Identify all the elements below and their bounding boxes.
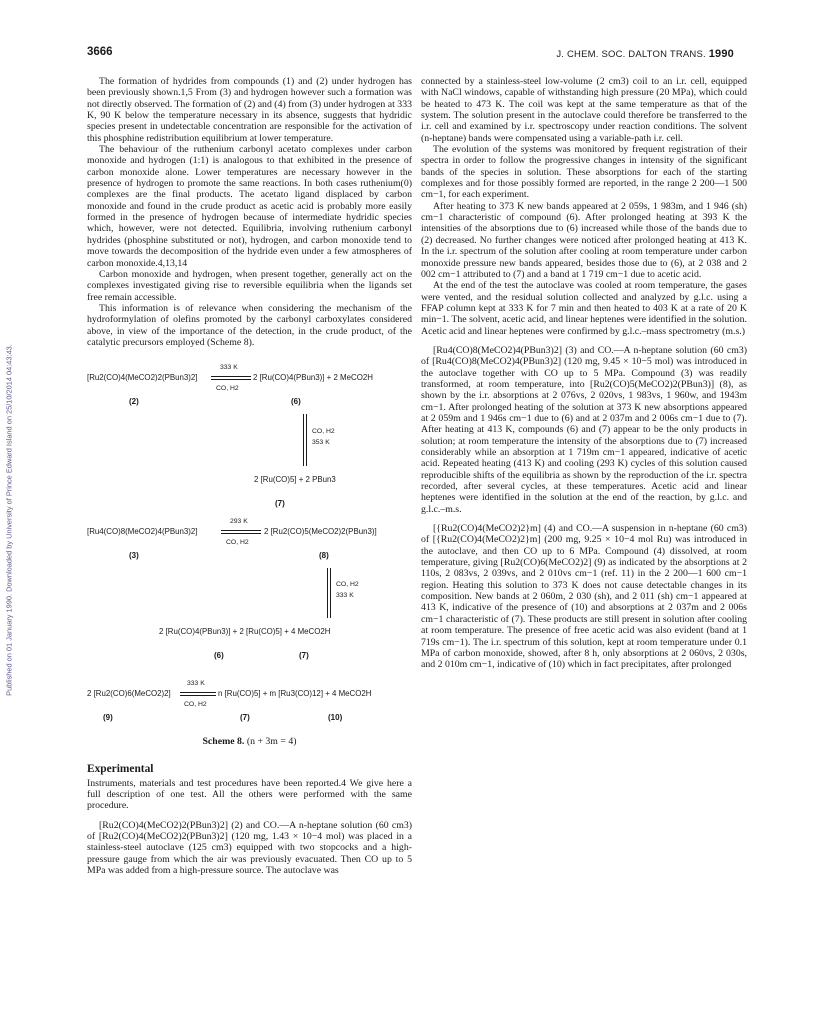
paragraph: Carbon monoxide and hydrogen, when present together, generally act on the complexes investigated giving rise to reversible equilibria when the ligands set free remain accessible. — [87, 268, 412, 303]
scheme-condition: 333 K — [220, 364, 238, 372]
scheme-condition: 293 K — [230, 518, 248, 526]
scheme-product: 2 [Ru2(CO)5(MeCO2)2(PBun3)] — [264, 527, 377, 537]
paragraph: The evolution of the systems was monitored by frequent registration of their spectra in order to follow the progressive changes in intensity of the significant bands of the species in solution. These absorptions for each of the starting complexes and for those possibly formed are reported, in the range 2 200—1 500 cm−1, for each experiment. — [421, 144, 747, 201]
compound-number: (8) — [319, 551, 329, 561]
reaction-arrow — [221, 530, 261, 531]
journal-name: J. CHEM. SOC. DALTON TRANS. — [556, 49, 706, 60]
compound-number: (10) — [328, 713, 343, 723]
compound-number: (3) — [129, 551, 139, 561]
reaction-arrow-reverse — [180, 695, 216, 696]
scheme-caption — [87, 736, 412, 747]
right-column — [421, 76, 747, 671]
download-banner-text: Published on 01 January 1990. Downloaded by University of Prince Edward Island on 25/10/2014 04:43:43. — [4, 344, 14, 696]
equilibrium-arrow — [330, 568, 331, 618]
reaction-arrow-reverse — [221, 533, 261, 534]
scheme-caption-text: (n + 3m = 4) — [246, 736, 297, 748]
paragraph: The behaviour of the ruthenium carbonyl acetato complexes under carbon monoxide and hydrogen (1:1) is analogous to that exhibited in the presence of carbon monoxide alone. Lower temperatures are necessary however in the presence of hydrogen to promote the same reactions. In both cases ruthenium(0) complexes are the final products. The acetato ligand displaced by carbon monoxide and found in the crude product as acetic acid is probably more easily formed in the presence of hydrogen because of intermediate hydridic species which, however, were not detected. Equilibria, involving ruthenium carbonyl hydrides (phosphine substituted or not), hydrogen, and carbon monoxide tend to move towards the decomposition of the hydride even under a few atmospheres of carbon monoxide.4,13,14 — [87, 144, 412, 269]
scheme-product: 2 [Ru(CO)4(PBun3)] + 2 [Ru(CO)5] + 4 MeCO2H — [159, 627, 331, 637]
compound-number: (6) — [291, 397, 301, 407]
paragraph: [Ru2(CO)4(MeCO2)2(PBun3)2] (2) and CO.—A n-heptane solution (60 cm3) of [Ru2(CO)4(MeCO2)2(PBun3)2] (120 mg, 1.43 × 10−4 mol) was placed in a stainless-steel autoclave (125 cm3) equipped with two stopcocks and a high-pressure gauge from which the air was previously evacuated. Then CO up to 5 MPa was added from a high-pressure source. The autoclave was — [87, 819, 412, 876]
scheme-reactant-3: [Ru4(CO)8(MeCO2)4(PBun3)2] — [87, 527, 198, 537]
paragraph: connected by a stainless-steel low-volume (2 cm3) coil to an i.r. cell, equipped with NaCl windows, capable of withstanding high pressure (20 MPa), which could be heated to 473 K. The coil was kept at the same temperature as that of the system. The solution present in the autoclave could therefore be transferred to the i.r. cell and examined by i.r. spectroscopy under reaction conditions. The solvent (n-heptane) bands were compensated using a variable-path i.r. cell. — [421, 76, 747, 144]
scheme-caption-label: Scheme 8. — [202, 736, 245, 748]
scheme-product: 2 [Ru(CO)5] + 2 PBun3 — [254, 475, 336, 485]
paragraph: Instruments, materials and test procedures have been reported.4 We give here a full description of one test. All the others were performed with the same procedure. — [87, 777, 412, 812]
paragraph: The formation of hydrides from compounds (1) and (2) under hydrogen has been previously shown.1,5 From (3) and hydrogen however such a formation was not directly observed. The formation of (2) and (4) from (3) under hydrogen at 333 K, 90 K below the temperature necessary in its absence, suggests that hydridic species present in undetectable concentration are responsible for the activation of this phosphine redistribution equilibrium at lower temperature. — [87, 76, 412, 144]
equilibrium-arrow — [306, 414, 307, 466]
compound-number: (7) — [299, 651, 309, 661]
paragraph: [{Ru2(CO)4(MeCO2)2}m] (4) and CO.—A suspension in n-heptane (60 cm3) of [{Ru2(CO)4(MeCO2)2}m] (200 mg, 9.25 × 10−4 mol Ru) was introduced in the autoclave, and then CO up to 6 MPa. Compound (4) dissolved, at room temperature, giving [Ru2(CO)6(MeCO2)2] (9) as indicated by the absorptions at 2 110s, 2 083vs, 2 039vs, and 2 010vs cm−1 (ref. 11) in the 2 200—1 600 cm−1 region. Heating this solution to 373 K does not cause detectable changes in its composition. New bands at 2 060m, 2 030 (sh), and 2 011 (sh) cm−1 appeared at 413 K, indicative of the presence of (10) and absorptions at 2 037m and 2 006s cm−1 characteristic of (7). These products are still present in solution after cooling at room temperature. The presence of free acetic acid was also evident (band at 1 719s cm−1). The i.r. spectrum of this solution, kept at room temperature under 0.1 MPa of carbon monoxide, showed, after 8 h, only absorptions at 2 060vs, 2 030s, and 2 010m cm−1, indicative of (10) which in fact precipitates, after prolonged — [421, 523, 747, 671]
reaction-arrow-reverse — [211, 379, 251, 380]
scheme-condition: CO, H2 — [312, 428, 335, 436]
scheme-product: 2 [Ru(CO)4(PBun3)] + 2 MeCO2H — [253, 373, 373, 383]
scheme-product: n [Ru(CO)5] + m [Ru3(CO)12] + 4 MeCO2H — [218, 689, 372, 699]
reaction-arrow — [211, 376, 251, 377]
left-column — [87, 76, 412, 876]
journal-header — [556, 48, 734, 60]
reaction-arrow — [180, 692, 216, 693]
scheme-reactant-9: 2 [Ru2(CO)6(MeCO2)2] — [87, 689, 171, 699]
paragraph: At the end of the test the autoclave was cooled at room temperature, the gases were vented, and the residual solution collected and analyzed by g.l.c. using a FFAP column kept at 333 K for 7 min and then heated to 403 K at a rate of 20 K min−1. The solvent, acetic acid, and linear heptenes were identified in the solution. Acetic acid and linear heptenes were confirmed by g.l.c.–mass spectrometry (m.s.) — [421, 280, 747, 337]
paragraph: This information is of relevance when considering the mechanism of the hydroformylation of olefins promoted by the carbonyl carboxylates considered above, in view of the importance of the detection, in the crude product, of the catalytic precursors employed (Scheme 8). — [87, 302, 412, 348]
paragraph: [Ru4(CO)8(MeCO2)4(PBun3)2] (3) and CO.—A n-heptane solution (60 cm3) of [Ru4(CO)8(MeCO2)4(PBun3)2] (120 mg, 9.45 × 10−5 mol) was introduced in the autoclave together with CO up to 5 MPa. Compound (3) was readily transformed, at room temperature, into [Ru2(CO)5(MeCO2)2(PBun3)] (8), as shown by the i.r. absorptions at 2 076vs, 2 020vs, 1 983vs, 1 960w, and 1943m cm−1. After prolonged heating of the solution at 373 K new absorptions appeared at 2 059m and 1 946s cm−1 due to (6) and at 2 037m and 2 006s cm−1 due to (7). After heating at 413 K, compounds (6) and (7) appear to be the only products in solution; at room temperature the intensity of the absorptions due to (7) increased considerably while an absorption at 1 719m cm−1 appeared, indicative of acetic acid. Repeated heating (413 K) and cooling (293 K) cycles of this solution caused reproducible shifts of the equilibria as shown by the reproduction of the i.r. spectra recorded, after several cycles, at these temperatures. Acetic acid and linear heptenes were identified in the solution at the end of the reaction, by g.l.c. and g.l.c.–m.s. — [421, 344, 747, 515]
scheme-reactant-2: [Ru2(CO)4(MeCO2)2(PBun3)2] — [87, 373, 198, 383]
journal-year: 1990 — [708, 48, 734, 60]
scheme-condition: CO, H2 — [226, 539, 249, 547]
section-heading-experimental: Experimental — [87, 763, 154, 776]
scheme-condition: 333 K — [187, 680, 205, 688]
scheme-condition: CO, H2 — [184, 701, 207, 709]
scheme-condition: CO, H2 — [216, 385, 239, 393]
compound-number: (9) — [103, 713, 113, 723]
compound-number: (7) — [275, 499, 285, 509]
compound-number: (2) — [129, 397, 139, 407]
compound-number: (6) — [214, 651, 224, 661]
equilibrium-arrow — [327, 568, 328, 618]
paragraph: After heating to 373 K new bands appeared at 2 059s, 1 983m, and 1 946 (sh) cm−1 characteristic of compound (6). After prolonged heating at 393 K the intensities of the absorptions due to (6) increased while those of the bands due to (2) decreased. No further changes were noticed after prolonged heating at 413 K. In the i.r. spectrum of the solution after cooling at room temperature under carbon monoxide pressure new bands appeared, besides those due to (6), at 2 038 and 2 002 cm−1 attributed to (7) and a band at 1 719 cm−1 due to acetic acid. — [421, 200, 747, 280]
download-banner — [2, 150, 16, 890]
compound-number: (7) — [240, 713, 250, 723]
equilibrium-arrow — [303, 414, 304, 466]
scheme-condition: 333 K — [336, 592, 354, 600]
scheme-8 — [87, 362, 412, 816]
scheme-condition: CO, H2 — [336, 581, 359, 589]
page-number: 3666 — [87, 46, 113, 58]
scheme-condition: 353 K — [312, 439, 330, 447]
